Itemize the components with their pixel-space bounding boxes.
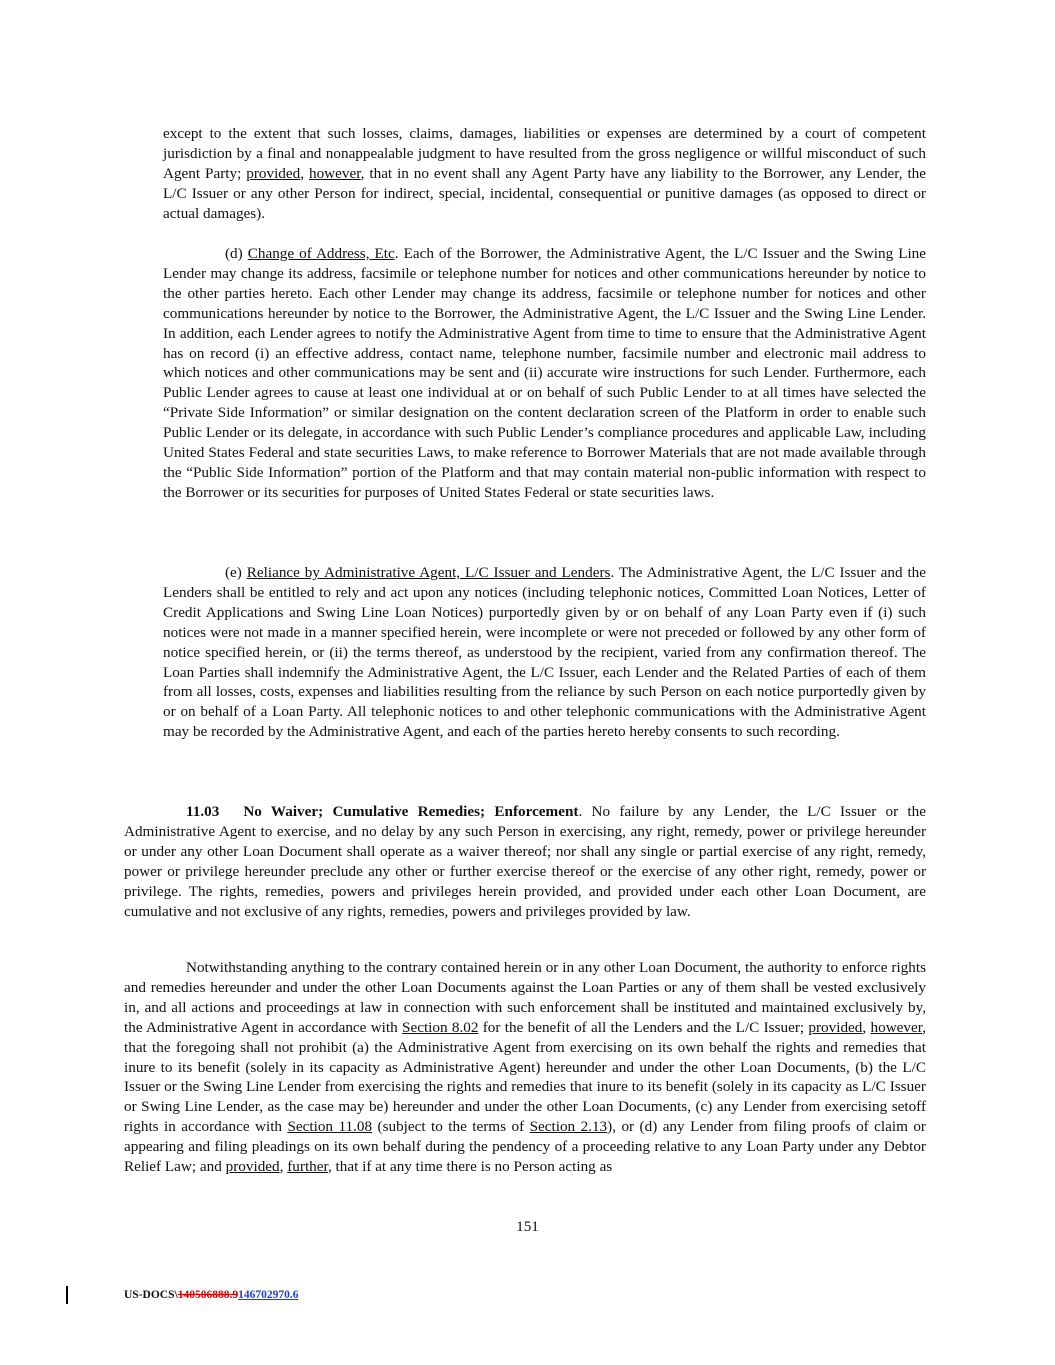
paragraph-d-number: (d): [225, 245, 243, 262]
section-ref-2-13: Section 2.13: [529, 1118, 608, 1136]
paragraph-c-continuation: except to the extent that such losses, claims, damages, liabilities or expenses are determined by a court of competent jurisdiction by a final and nonappealable judgment to have resulted from the gross negligence or willful misconduct of such Agent Party; provided, however, that in no event shall any Agent Party have any liability to the Borrower, any Lender, the L/C Issuer or any other Person for indirect, special, incidental, consequential or punitive damages (as opposed to direct or actual damages).: [163, 125, 926, 222]
however-term: however: [308, 164, 361, 182]
paragraph-e-number: (e): [225, 564, 242, 581]
paragraph-d-heading: Change of Address, Etc: [247, 245, 395, 262]
paragraph-notwithstanding: Notwithstanding anything to the contrary contained herein or in any other Loan Document, the authority to enforce rights and remedies hereunder and under the other Loan Documents against the Loan Parties or any of them shall be vested exclusively in, and all actions and proceedings at law in connection with such enforcement shall be instituted and maintained exclusively by, the Administrative Agent in accordance with Section 8.02 for the benefit of all the Lenders and the L/C Issuer; provided, however, that the foregoing shall not prohibit (a) the Administrative Agent from exercising on its own behalf the rights and remedies that inure to its benefit (solely in its capacity as Administrative Agent) hereunder and under the other Loan Documents, (b) the L/C Issuer or the Swing Line Lender from exercising the rights and remedies that inure to its benefit (solely in its capacity as L/C Issuer or Swing Line Lender, as the case may be) hereunder and under the other Loan Documents, (c) any Lender from exercising setoff rights in accordance with Section 11.08 (subject to the terms of Section 2.13), or (d) any Lender from filing proofs of claim or appearing and filing pleadings on its own behalf during the pendency of a proceeding relative to any Loan Party under any Debtor Relief Law; and provided, further, that if at any time there is no Person acting as: [124, 959, 926, 1176]
document-id-footer: US-DOCS\140506888.9146702970.6: [124, 1289, 299, 1301]
section-11-03: 11.03 No Waiver; Cumulative Remedies; Enforcement. No failure by any Lender, the L/C Issuer or the Administrative Agent to exercise, and no delay by any such Person in exercising, any right, remedy, power or privilege hereunder or under any other Loan Document shall operate as a waiver thereof; nor shall any single or partial exercise of any right, remedy, power or privilege hereunder preclude any other or further exercise thereof or the exercise of any other right, remedy, power or privilege. The rights, remedies, powers and privileges herein provided, and provided under each other Loan Document, are cumulative and not exclusive of any rights, remedies, powers and privileges provided by law.: [124, 803, 926, 920]
change-bar: [66, 1286, 68, 1304]
deleted-doc-id: 140506888.9: [177, 1289, 239, 1301]
section-number: 11.03: [186, 803, 220, 820]
paragraph-e: (e) Reliance by Administrative Agent, L/C Issuer and Lenders. The Administrative Agent, the L/C Issuer and the Lenders shall be entitled to rely and act upon any notices (including telephonic notices, Committed Loan Notices, Letter of Credit Applications and Swing Line Loan Notices) purportedly given by or on behalf of any Loan Party even if (i) such notices were not made in a manner specified herein, were incomplete or were not preceded or followed by any other form of notice specified herein, or (ii) the terms thereof, as understood by the recipient, varied from any confirmation thereof. The Loan Parties shall indemnify the Administrative Agent, the L/C Issuer, each Lender and the Related Parties of each of them from all losses, costs, expenses and liabilities resulting from the reliance by such Person on each notice purportedly given by or on behalf of a Loan Party. All telephonic notices to and other telephonic communications with the Administrative Agent may be recorded by the Administrative Agent, and each of the parties hereto hereby consents to such recording.: [163, 564, 927, 741]
inserted-doc-id: 146702970.6: [238, 1289, 299, 1301]
section-ref-11-08: Section 11.08: [287, 1118, 373, 1136]
page-number: 151: [516, 1218, 539, 1235]
provided-term: provided: [246, 164, 301, 182]
paragraph-e-heading: Reliance by Administrative Agent, L/C Issuer and Lenders: [246, 564, 611, 581]
section-heading: No Waiver; Cumulative Remedies; Enforcement: [243, 803, 579, 820]
paragraph-d: (d) Change of Address, Etc. Each of the Borrower, the Administrative Agent, the L/C Issuer and the Swing Line Lender may change its address, facsimile or telephone number for notices and other communications hereunder by notice to the other parties hereto. Each other Lender may change its address, facsimile or telephone number for notices and other communications hereunder by notice to the Borrower, the Administrative Agent, the L/C Issuer and the Swing Line Lender. In addition, each Lender agrees to notify the Administrative Agent from time to time to ensure that the Administrative Agent has on record (i) an effective address, contact name, telephone number, facsimile number and electronic mail address to which notices and other communications may be sent and (ii) accurate wire instructions for such Lender. Furthermore, each Public Lender agrees to cause at least one individual at or on behalf of such Public Lender to at all times have selected the “Private Side Information” or similar designation on the content declaration screen of the Platform in order to enable such Public Lender or its delegate, in accordance with such Public Lender’s compliance procedures and applicable Law, including United States Federal and state securities Laws, to make reference to Borrower Materials that are not made available through the “Public Side Information” portion of the Platform and that may contain material non-public information with respect to the Borrower or its securities for purposes of United States Federal or state securities laws.: [163, 245, 927, 501]
section-ref-8-02: Section 8.02: [402, 1018, 479, 1036]
